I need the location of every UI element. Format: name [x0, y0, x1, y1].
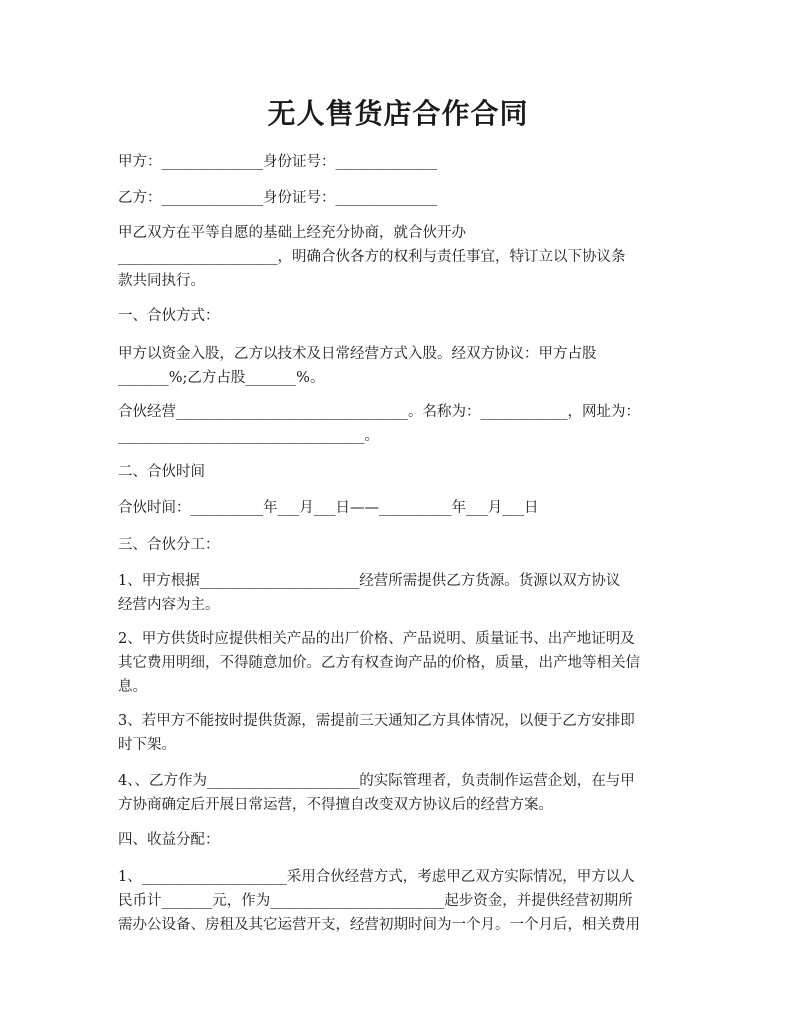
paragraph-period: 合伙时间：__________年___月___日——__________年___月___日	[118, 500, 539, 516]
section-heading-2: 二、合伙时间	[118, 464, 205, 480]
clause-3-2: 2、甲方供货时应提供相关产品的出厂价格、产品说明、质量证书、出产地证明及 其它费用明细，不得随意加价。乙方有权查询产品的价格，质量，出产地等相关信 息。	[118, 631, 640, 695]
clause-4-1: 1、____________________采用合伙经营方式，考虑甲乙双方实际情况，甲方以人 民币计_______元，作为________________________起步资金，并提供经营初期所 需办公设备、房租及其它运营开支，经营初期时间为一个月。一个月后，相关费用	[118, 869, 640, 933]
section-heading-1: 一、合伙方式：	[118, 308, 220, 324]
paragraph-shares: 甲方以资金入股，乙方以技术及日常经营方式入股。经双方协议：甲方占股 _______%;乙方占股_______%。	[118, 346, 597, 386]
clause-3-4: 4、、乙方作为_____________________的实际管理者，负责制作运营企划，在与甲 方协商确定后开展日常运营，不得擅自改变双方协议后的经营方案。	[118, 773, 635, 813]
section-heading-4: 四、收益分配：	[118, 832, 220, 848]
document-title: 无人售货店合作合同	[267, 97, 529, 130]
party-b-line: 乙方：______________身份证号：______________	[118, 190, 437, 206]
section-heading-3: 三、合伙分工：	[118, 537, 220, 553]
clause-3-1: 1、甲方根据______________________经营所需提供乙方货源。货源以双方协议 经营内容为主。	[118, 573, 621, 613]
party-a-line: 甲方：______________身份证号：______________	[118, 154, 437, 170]
clause-3-3: 3、若甲方不能按时提供货源，需提前三天通知乙方具体情况，以便于乙方安排即 时下架。	[118, 713, 635, 753]
intro-paragraph: 甲乙双方在平等自愿的基础上经充分协商，就合伙开办 ______________________，明确合伙各方的权利与责任事宜，特订立以下协议条 款共同执行。	[118, 225, 626, 289]
paragraph-business: 合伙经营________________________________。名称为：____________，网址为： __________________________________。	[118, 404, 640, 444]
